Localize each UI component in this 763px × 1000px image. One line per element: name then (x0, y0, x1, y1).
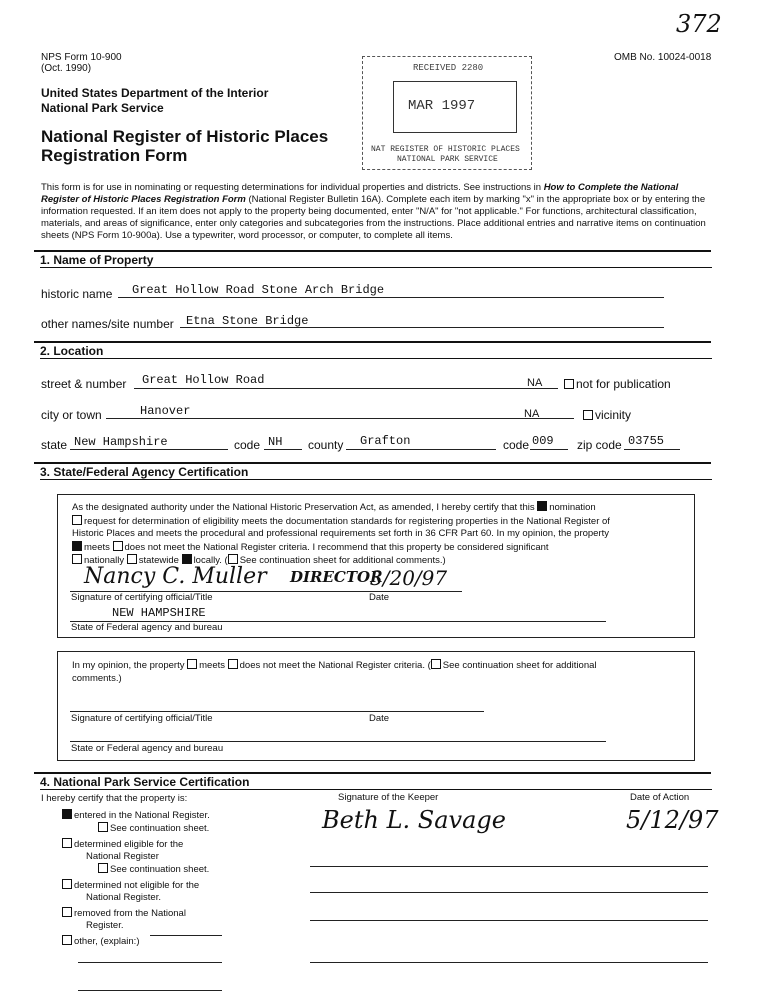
zip-value[interactable]: 03755 (628, 434, 665, 448)
state-code-label: code (234, 438, 261, 452)
keeper-line-3 (310, 920, 708, 921)
opinion-text: In my opinion, the property meets does not meet the National Register criteria. ( See continuation sheet for additional comments.) (72, 660, 597, 684)
county-line (346, 449, 496, 450)
vicinity[interactable]: vicinity (583, 408, 631, 422)
other-checkbox[interactable] (62, 935, 72, 945)
keeper-line-1 (310, 866, 708, 867)
state-agency-label: State of Federal agency and bureau (71, 622, 223, 633)
department: United States Department of the Interior (41, 86, 269, 100)
keeper-line-4 (310, 962, 708, 963)
city-line (106, 418, 574, 419)
keeper-line-2 (310, 892, 708, 893)
keeper-label: Signature of the Keeper (338, 792, 439, 803)
request-determination-checkbox[interactable] (72, 515, 82, 525)
stamp-register: NAT REGISTER OF HISTORIC PLACES (371, 145, 520, 154)
section1-rule (34, 250, 711, 252)
stamp-nps: NATIONAL PARK SERVICE (397, 155, 498, 164)
entered-checkbox[interactable] (62, 809, 72, 819)
section2-rule (34, 341, 711, 343)
stamp-inner-box (393, 81, 517, 133)
county-code-value[interactable]: 009 (532, 434, 554, 448)
omb-number: OMB No. 10024-0018 (614, 52, 712, 63)
state-cert-text: As the designated authority under the National Historic Preservation Act, as amended, I hereby certify that this nomination request for determination of eligibility meets the documentation standards for registering properties in the National Register of Historic Places and meets the procedural and professional requirements set forth in 36 CFR Part 60. In my opinion, the property meets does not meet the National Register criteria. I recommend that this property be considered significant nationally statewide locally. ( See continuation sheet for additional comments.) (72, 502, 610, 566)
date-action-value: 5/12/97 (626, 806, 719, 834)
nationally-checkbox[interactable] (72, 554, 82, 564)
section3-rule-bottom (40, 479, 712, 480)
state2-label: State or Federal agency and bureau (71, 743, 224, 754)
section4-rule (34, 772, 711, 774)
city-label: city or town (41, 408, 102, 422)
sig2-label: Signature of certifying official/Title (71, 713, 213, 724)
statewide-checkbox[interactable] (127, 554, 137, 564)
opinion-does-not-meet-checkbox[interactable] (228, 659, 238, 669)
historic-name-label: historic name (41, 287, 113, 301)
county-label: county (308, 438, 344, 452)
state-label: state (41, 438, 68, 452)
eligible-continuation-checkbox[interactable] (98, 863, 108, 873)
state-agency-value[interactable]: NEW HAMPSHIRE (112, 606, 206, 620)
zip-line (624, 449, 680, 450)
not-for-publication[interactable]: not for publication (564, 377, 671, 391)
does-not-meet-checkbox[interactable] (113, 541, 123, 551)
agency: National Park Service (41, 101, 164, 115)
section3-rule (34, 462, 711, 464)
removed-checkbox[interactable] (62, 907, 72, 917)
nomination-checkbox[interactable] (537, 501, 547, 511)
certifying-signature: Nancy C. Muller (84, 564, 267, 589)
section1-rule-bottom (40, 267, 712, 268)
city-na: NA (524, 408, 540, 420)
form-title-line2: Registration Form (41, 146, 188, 165)
date-action-label: Date of Action (630, 792, 690, 803)
certifying-date: 3/20/97 (370, 566, 448, 590)
state2-line (70, 741, 606, 742)
other-line-2 (78, 962, 222, 963)
historic-name-line (118, 297, 664, 298)
other-explain-line (150, 935, 222, 936)
determined-eligible-checkbox[interactable] (62, 838, 72, 848)
not-for-publication-checkbox[interactable] (564, 379, 574, 389)
see-continuation-checkbox[interactable] (228, 554, 238, 564)
opinion-meets-checkbox[interactable] (187, 659, 197, 669)
not-eligible-checkbox[interactable] (62, 879, 72, 889)
locally-checkbox[interactable] (182, 554, 192, 564)
stamp-date: MAR 1997 (408, 98, 476, 114)
street-label: street & number (41, 377, 127, 391)
county-value[interactable]: Grafton (360, 434, 411, 448)
state-code-line (264, 449, 302, 450)
state-code-value[interactable]: NH (268, 435, 283, 449)
section3-heading: 3. State/Federal Agency Certification (40, 465, 249, 479)
entered-continuation-checkbox[interactable] (98, 822, 108, 832)
section4-heading: 4. National Park Service Certification (40, 775, 250, 789)
meets-checkbox[interactable] (72, 541, 82, 551)
certifying-title: DIRECTOR (290, 568, 383, 586)
certify-text: I hereby certify that the property is: (41, 793, 188, 804)
sig1-label: Signature of certifying official/Title (71, 592, 213, 603)
county-code-label: code (503, 438, 530, 452)
other-names-label: other names/site number (41, 317, 174, 331)
received-stamp (362, 56, 532, 170)
other-line-3 (78, 990, 222, 991)
keeper-signature: Beth L. Savage (322, 806, 506, 834)
stamp-received: RECEIVED 2280 (413, 63, 484, 73)
handwritten-page-number: 372 (676, 10, 722, 38)
nps-cert-options: entered in the National Register. See continuation sheet. determined eligible for the National Register See continuation sheet. determined not eligible for the National Register. removed from the National Register. other, (explain:) (62, 809, 210, 948)
street-line (134, 388, 558, 389)
city-value[interactable]: Hanover (140, 404, 191, 418)
state-value[interactable]: New Hampshire (74, 435, 168, 449)
form-title-line1: National Register of Historic Places (41, 127, 329, 146)
intro-paragraph: This form is for use in nominating or requesting determinations for individual properties and districts. See instructions in How to Complete the National Register of Historic Places Registration Form (National Register Bulletin 16A). Complete each item by marking "x" in the appropriate box or by entering the information requested. If an item does not apply to the property being documented, enter "N/A" for "not applicable." For functions, architectural classification, materials, and areas of significance, enter only categories and subcategories from the instructions. Place additional entries and narrative items on continuation sheets (NPS Form 10-900a). Use a typewriter, word processor, or computer, to complete all items. (41, 182, 706, 241)
section2-heading: 2. Location (40, 344, 104, 358)
street-value[interactable]: Great Hollow Road (142, 373, 265, 387)
opinion-see-continuation-checkbox[interactable] (431, 659, 441, 669)
section2-rule-bottom (40, 358, 712, 359)
state-line (70, 449, 228, 450)
other-names-line (180, 327, 664, 328)
date2-label: Date (369, 713, 390, 724)
sig2-line (70, 711, 484, 712)
form-number: NPS Form 10-900 (41, 52, 122, 63)
vicinity-checkbox[interactable] (583, 410, 593, 420)
form-date: (Oct. 1990) (41, 63, 92, 74)
section1-heading: 1. Name of Property (40, 253, 154, 267)
section4-rule-bottom (40, 789, 712, 790)
date1-label: Date (369, 592, 390, 603)
zip-label: zip code (577, 438, 622, 452)
other-names-value[interactable]: Etna Stone Bridge (186, 314, 309, 328)
county-code-line (530, 449, 568, 450)
street-na: NA (527, 377, 543, 389)
historic-name-value[interactable]: Great Hollow Road Stone Arch Bridge (132, 283, 385, 297)
